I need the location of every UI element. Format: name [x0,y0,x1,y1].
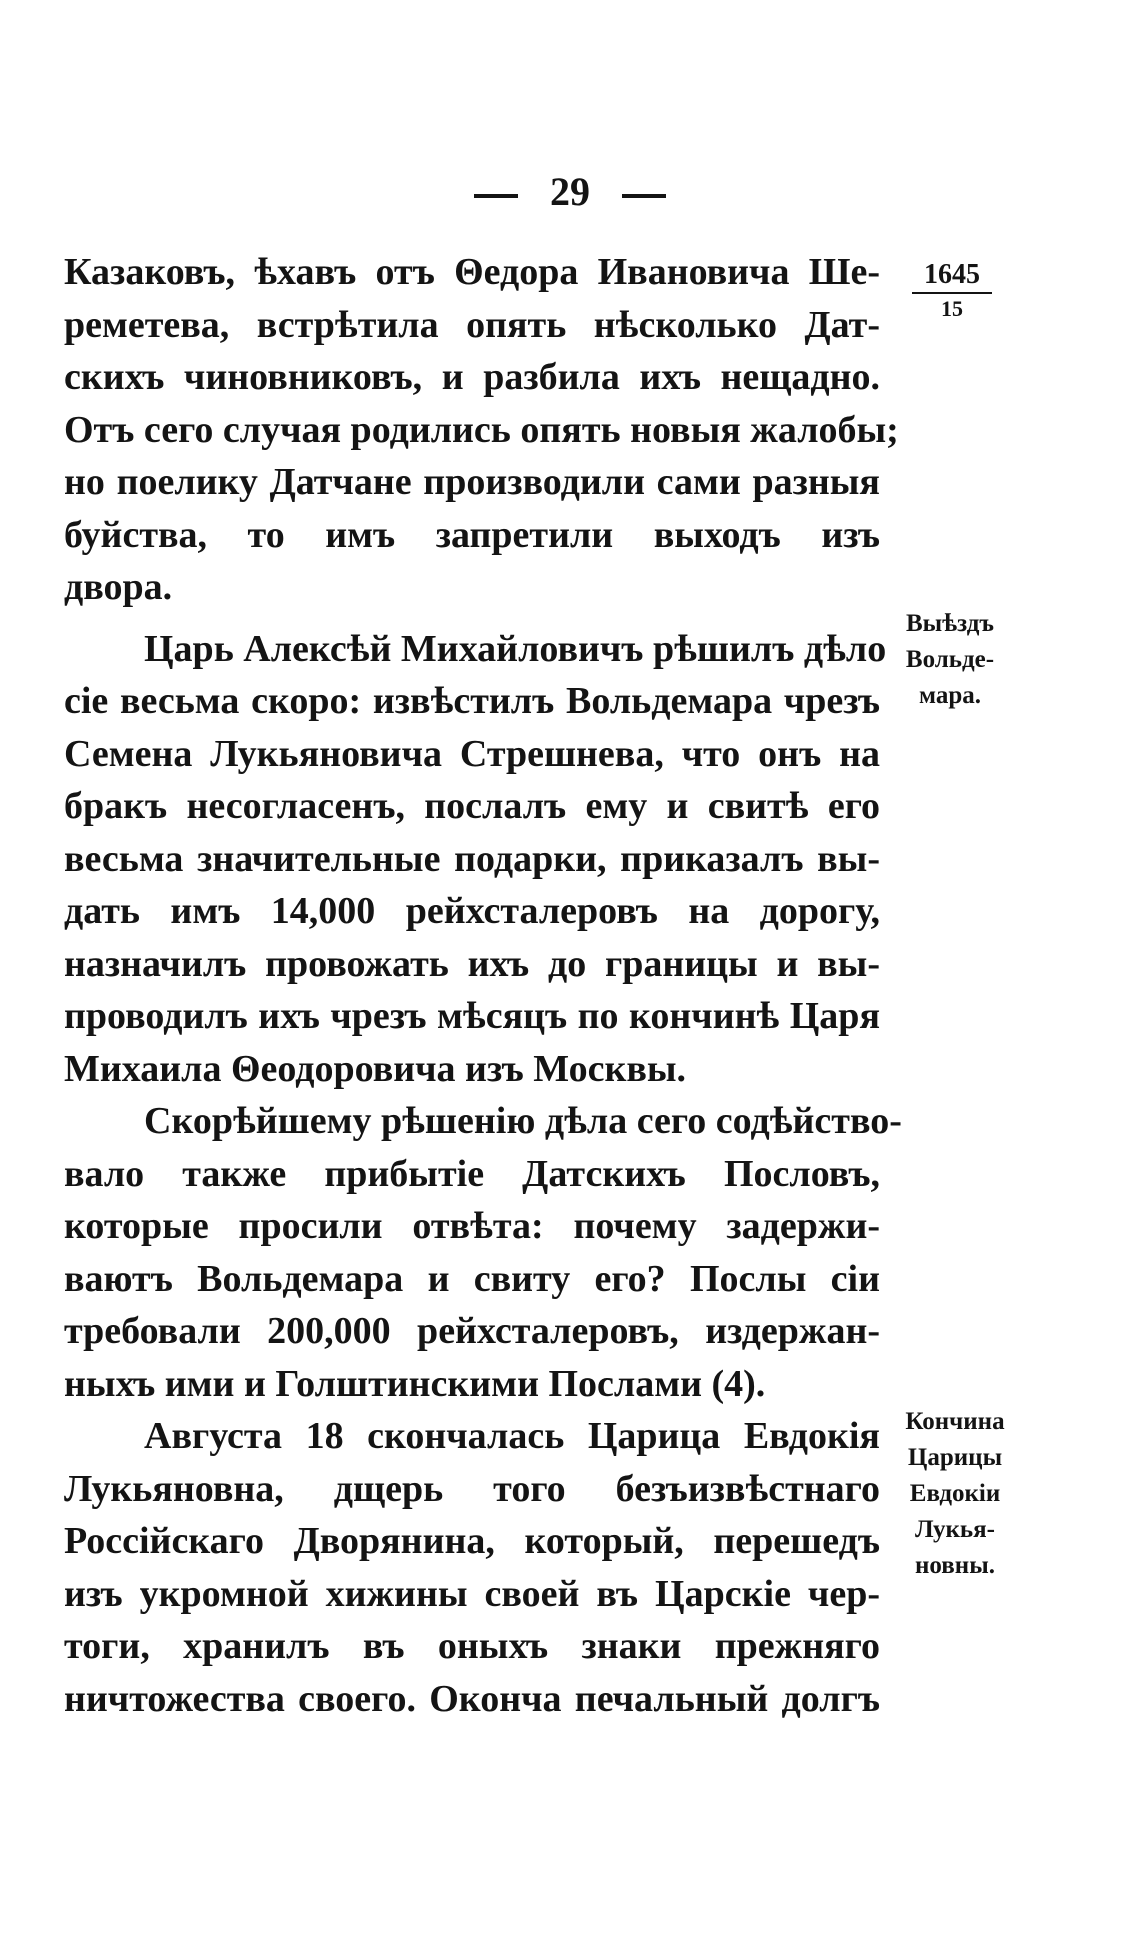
margin-note-line: мара. [918,682,981,709]
text-line: буйства, то имъ запретили выходъ изъ [64,513,880,556]
text-line: двора. [64,566,173,608]
text-line: Казаковъ, ѣхавъ отъ Θедора Ивановича Ше- [64,251,880,293]
text-line: требовали 200,000 рейхсталеровъ, издержан- [64,1310,880,1352]
text-line: назначилъ провожать ихъ до границы и вы- [64,942,880,985]
text-line: Царь Алексѣй Михайловичъ рѣшилъ дѣло [144,627,887,670]
text-line: Августа 18 скончалась Царица Евдокiя [144,1415,880,1457]
text-line: сiе весьма скоро: извѣстилъ Вольдемара чрезъ [64,680,880,722]
text-line: ваютъ Вольдемара и свиту его? Послы сiи [64,1257,880,1300]
margin-note-line: Лукья- [915,1516,995,1543]
text-line: Семена Лукьяновича Стрешнева, что онъ на [64,732,880,775]
margin-note-departure [890,606,1010,714]
text-line: скихъ чиновниковъ, и разбила ихъ нещадно. [64,356,880,398]
text-line: Россiйскаго Дворянина, который, перешедъ [64,1520,880,1562]
margin-note-death [890,1404,1020,1584]
margin-note-line: Евдокiи [909,1480,1001,1507]
margin-note-line: Кончина [905,1408,1005,1435]
text-line: тоги, хранилъ въ оныхъ знаки прежняго [64,1625,880,1667]
margin-note-line: Вольде- [905,646,995,673]
text-line: ныхъ ими и Голштинскими Послами (4). [64,1362,766,1405]
page-number: 29 [550,169,590,214]
text-line: которые просили отвѣта: почему задержи- [64,1205,880,1247]
margin-year-top: 1645 [912,258,992,294]
margin-year [912,258,992,324]
text-line: проводилъ ихъ чрезъ мѣсяцъ по кончинѣ Царя [64,995,880,1037]
text-line: Отъ сего случая родились опять новыя жалобы; [64,408,899,451]
body-text [64,246,902,1725]
page-header [0,168,1140,215]
margin-note-line: Царицы [907,1444,1003,1471]
text-line: Михаила Θеодоровича изъ Москвы. [64,1047,687,1090]
right-dash [622,194,666,198]
margin-year-bottom: 15 [941,296,963,321]
text-line: изъ укромной хижины своей въ Царскiе чер- [64,1572,880,1615]
text-line: весьма значительные подарки, приказалъ вы- [64,837,880,880]
text-line: Лукьяновна, дщерь того безъизвѣстнаго [64,1467,880,1510]
text-line: ничтожества своего. Окончa печальный долгъ [64,1677,880,1720]
margin-note-line: новны. [915,1552,995,1579]
text-line: реметева, встрѣтила опять нѣсколько Дат- [64,303,880,346]
margin-note-line: Выѣздъ [905,610,994,637]
text-line: Скорѣйшему рѣшенiю дѣла сего содѣйство- [144,1100,902,1142]
text-line: бракъ несогласенъ, послалъ ему и свитѣ его [64,785,880,827]
text-line: дать имъ 14,000 рейхсталеровъ на дорогу, [64,890,880,932]
text-line: но поелику Датчане производили сами разныя [64,461,880,503]
left-dash [474,194,518,198]
text-line: вало также прибытiе Датскихъ Пословъ, [64,1152,880,1195]
